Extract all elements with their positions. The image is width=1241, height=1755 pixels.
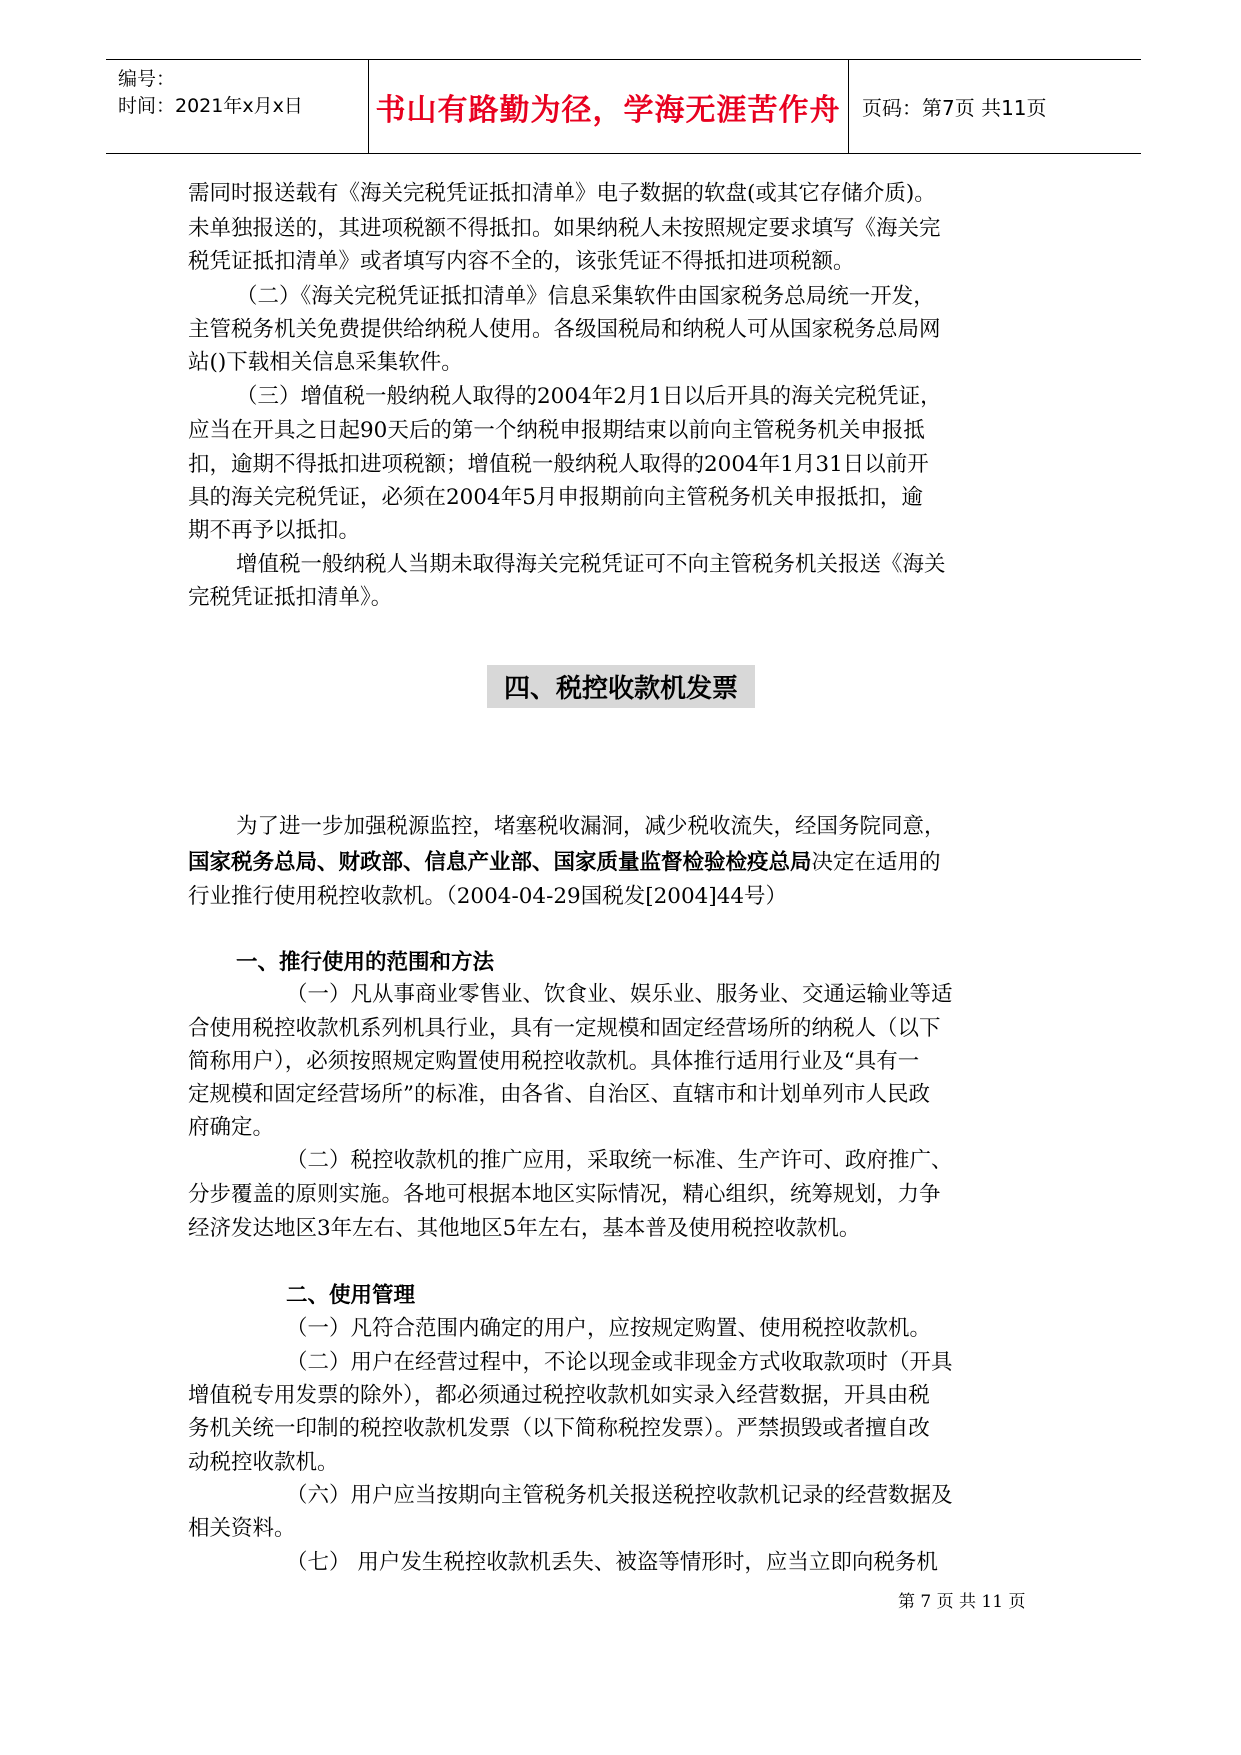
paragraph-line: 站()下载相关信息采集软件。 <box>188 350 463 375</box>
paragraph-line: 具的海关完税凭证，必须在2004年5月申报期前向主管税务机关申报抵扣，逾 <box>188 485 923 510</box>
paragraph-line: 主管税务机关免费提供给纳税人使用。各级国税局和纳税人可从国家税务总局网 <box>188 317 941 342</box>
subsection-line: 分步覆盖的原则实施。各地可根据本地区实际情况，精心组织，统筹规划，力争 <box>188 1182 941 1207</box>
subsection-line: 务机关统一印制的税控收款机发票（以下简称税控发票）。严禁损毁或者擅自改 <box>188 1416 930 1441</box>
page-footer: 第 7 页 共 11 页 <box>898 1592 1026 1612</box>
subsection-line: 增值税专用发票的除外），都必须通过税控收款机如实录入经营数据，开具由税 <box>188 1383 930 1408</box>
subsection-line: 动税控收款机。 <box>188 1450 339 1475</box>
subsection-line: 府确定。 <box>188 1115 275 1140</box>
subsection-line: （二）用户在经营过程中，不论以现金或非现金方式收取款项时（开具 <box>286 1350 953 1375</box>
intro-bold-agencies: 国家税务总局、财政部、信息产业部、国家质量监督检验检疫总局 <box>188 850 812 875</box>
intro-line: 为了进一步加强税源监控，堵塞税收漏洞，减少税收流失，经国务院同意， <box>236 814 946 839</box>
subsection-line: （二）税控收款机的推广应用，采取统一标准、生产许可、政府推广、 <box>286 1148 953 1173</box>
subsection-line: 简称用户），必须按照规定购置使用税控收款机。具体推行适用行业及“具有一 <box>188 1049 920 1074</box>
document-number-label: 编号： <box>118 68 176 90</box>
header-page-number: 页码：第7页 共11页 <box>862 96 1047 120</box>
paragraph-line: 完税凭证抵扣清单》。 <box>188 585 393 610</box>
intro-line <box>188 852 941 874</box>
subsection-line: 合使用税控收款机系列机具行业，具有一定规模和固定经营场所的纳税人（以下 <box>188 1016 941 1041</box>
header-motto <box>368 60 849 153</box>
subsection-title: 一、推行使用的范围和方法 <box>236 950 495 975</box>
paragraph-line: 扣，逾期不得抵扣进项税额；增值税一般纳税人取得的2004年1月31日以前开 <box>188 452 929 477</box>
paragraph-line: 需同时报送载有《海关完税凭证抵扣清单》电子数据的软盘(或其它存储介质)。 <box>188 181 936 206</box>
header-meta <box>106 60 369 153</box>
document-time-label: 时间：2021年x月x日 <box>118 95 303 117</box>
page-header <box>106 59 1141 154</box>
subsection-line: （一）凡从事商业零售业、饮食业、娱乐业、服务业、交通运输业等适 <box>286 982 953 1007</box>
motto-text: 书山有路勤为径，学海无涯苦作舟 <box>375 92 841 128</box>
intro-line: 行业推行使用税控收款机。（2004-04-29国税发[2004]44号） <box>188 884 788 909</box>
subsection-line: （六）用户应当按期向主管税务机关报送税控收款机记录的经营数据及 <box>286 1483 953 1508</box>
section-title: 四、税控收款机发票 <box>487 665 755 708</box>
paragraph-line: 应当在开具之日起90天后的第一个纳税申报期结束以前向主管税务机关申报抵 <box>188 418 925 443</box>
paragraph-line: （三）增值税一般纳税人取得的2004年2月1日以后开具的海关完税凭证， <box>236 384 942 409</box>
subsection-title: 二、使用管理 <box>286 1283 416 1308</box>
paragraph-line: （二）《海关完税凭证抵扣清单》信息采集软件由国家税务总局统一开发， <box>236 284 935 309</box>
paragraph-line: 期不再予以抵扣。 <box>188 518 361 543</box>
subsection-line: （一）凡符合范围内确定的用户，应按规定购置、使用税控收款机。 <box>286 1316 932 1341</box>
paragraph-line: 税凭证抵扣清单》或者填写内容不全的，该张凭证不得抵扣进项税额。 <box>188 249 855 274</box>
paragraph-line: 增值税一般纳税人当期未取得海关完税凭证可不向主管税务机关报送《海关 <box>236 552 946 577</box>
subsection-line: 定规模和固定经营场所”的标准，由各省、自治区、直辖市和计划单列市人民政 <box>188 1082 930 1107</box>
intro-line-rest: 决定在适用的 <box>811 850 941 875</box>
paragraph-line: 未单独报送的，其进项税额不得抵扣。如果纳税人未按照规定要求填写《海关完 <box>188 216 941 241</box>
subsection-line: 经济发达地区3年左右、其他地区5年左右，基本普及使用税控收款机。 <box>188 1216 861 1241</box>
subsection-line: （七） 用户发生税控收款机丢失、被盗等情形时，应当立即向税务机 <box>286 1550 938 1575</box>
subsection-line: 相关资料。 <box>188 1516 296 1541</box>
